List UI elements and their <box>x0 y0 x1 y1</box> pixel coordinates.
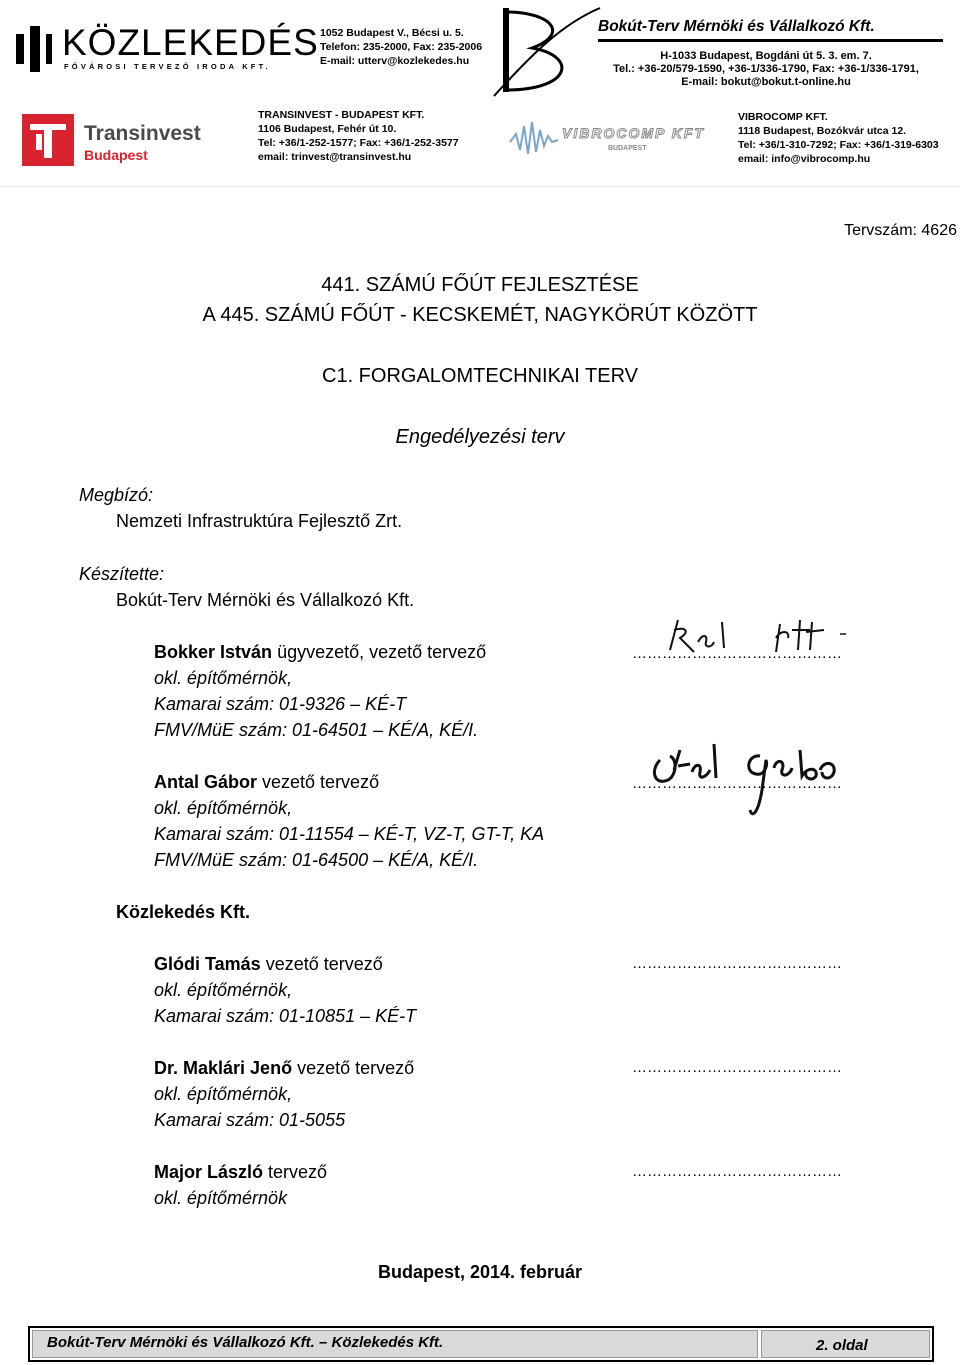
signature-line: …………………………………… <box>632 1163 842 1180</box>
kozlekedes-address <box>320 26 482 68</box>
signature-antal-icon <box>640 730 868 830</box>
person-role: tervező <box>263 1162 328 1182</box>
person-role: ügyvezető, vezető tervező <box>272 642 487 662</box>
person-credential: okl. építőmérnök, <box>154 798 293 818</box>
person-name: Antal Gábor <box>154 772 258 792</box>
person-role: vezető tervező <box>260 954 383 974</box>
address-line: Tel: +36/1-310-7292; Fax: +36/1-319-6303 <box>738 139 939 151</box>
person-credential: FMV/MüE szám: 01-64501 – KÉ/A, KÉ/I. <box>154 720 479 740</box>
address-line: E-mail: bokut@bokut.t-online.hu <box>681 76 851 88</box>
person-name: Dr. Maklári Jenő <box>154 1058 293 1078</box>
client-name: Nemzeti Infrastruktúra Fejlesztő Zrt. <box>116 511 403 531</box>
bokut-logo-icon <box>492 4 602 96</box>
kozlekedes-logo-name: KÖZLEKEDÉS <box>62 22 319 63</box>
address-line: 1118 Budapest, Bozókvár utca 12. <box>738 125 907 137</box>
person-name: Major László <box>154 1162 264 1182</box>
address-line: 1052 Budapest V., Bécsi u. 5. <box>320 27 464 39</box>
footer-page-number: 2. oldal <box>761 1330 930 1358</box>
person-credential: Kamarai szám: 01-9326 – KÉ-T <box>154 694 407 714</box>
page-footer <box>28 1326 934 1362</box>
address-line: VIBROCOMP KFT. <box>738 111 828 123</box>
address-line: Tel: +36/1-252-1577; Fax: +36/1-252-3577 <box>258 137 459 149</box>
title-line-2: A 445. SZÁMÚ FŐÚT - KECSKEMÉT, NAGYKÖRÚT KÖZÖTT <box>202 304 758 326</box>
person-name: Glódi Tamás <box>154 954 261 974</box>
person-credential: FMV/MüE szám: 01-64500 – KÉ/A, KÉ/I. <box>154 850 479 870</box>
signature-line: …………………………………… <box>632 645 842 662</box>
footer-companies: Bokút-Terv Mérnöki és Vállalkozó Kft. – Közlekedés Kft. <box>32 1330 758 1358</box>
address-line: 1106 Budapest, Fehér út 10. <box>258 123 397 135</box>
address-line: Telefon: 235-2000, Fax: 235-2006 <box>320 41 483 53</box>
bokut-address <box>600 50 932 89</box>
address-line: E-mail: utterv@kozlekedes.hu <box>320 55 470 67</box>
document-date: Budapest, 2014. február <box>377 1262 583 1282</box>
person-bokker-name-line <box>154 639 486 665</box>
vibrocomp-logo-name: VIBROCOMP KFT <box>562 125 705 141</box>
vibrocomp-address <box>738 110 939 166</box>
person-antal-name-line <box>154 769 379 795</box>
signature-line: …………………………………… <box>632 1059 842 1076</box>
prepared-label: Készítette: <box>79 564 165 584</box>
bokut-name: Bokút-Terv Mérnöki és Vállalkozó Kft. <box>598 18 875 35</box>
address-line: TRANSINVEST - BUDAPEST KFT. <box>258 109 425 121</box>
vibrocomp-logo-city: BUDAPEST <box>608 145 647 152</box>
person-role: vezető tervező <box>292 1058 415 1078</box>
transinvest-logo-city: Budapest <box>84 147 148 163</box>
plan-number: Tervszám: 4626 <box>844 222 957 239</box>
person-major-name-line <box>154 1159 327 1185</box>
person-credential: okl. építőmérnök, <box>154 1084 293 1104</box>
address-line: H-1033 Budapest, Bogdáni út 5. 3. em. 7. <box>660 50 872 62</box>
person-credential: Kamarai szám: 01-5055 <box>154 1110 346 1130</box>
signature-bokker-icon <box>640 612 880 662</box>
address-line: email: info@vibrocomp.hu <box>738 153 871 165</box>
person-maklari-name-line <box>154 1055 414 1081</box>
prepared-company: Bokút-Terv Mérnöki és Vállalkozó Kft. <box>116 590 415 610</box>
bokut-divider <box>598 39 943 42</box>
signature-line: …………………………………… <box>632 775 842 792</box>
person-credential: okl. építőmérnök, <box>154 668 293 688</box>
vibrocomp-logo-icon <box>510 112 705 164</box>
person-credential: Kamarai szám: 01-11554 – KÉ-T, VZ-T, GT-T, KA <box>154 824 545 844</box>
header-divider <box>0 186 960 187</box>
transinvest-logo-icon <box>22 114 74 166</box>
client-label: Megbízó: <box>79 485 154 505</box>
person-name: Bokker István <box>154 642 273 662</box>
phase-title: Engedélyezési terv <box>395 426 565 448</box>
section-title: C1. FORGALOMTECHNIKAI TERV <box>322 365 638 387</box>
person-credential: okl. építőmérnök <box>154 1188 288 1208</box>
address-line: email: trinvest@transinvest.hu <box>258 151 412 163</box>
transinvest-address <box>258 108 459 164</box>
signature-line: …………………………………… <box>632 955 842 972</box>
person-credential: Kamarai szám: 01-10851 – KÉ-T <box>154 1006 417 1026</box>
address-line: Tel.: +36-20/579-1590, +36-1/336-1790, Fax: +36-1/336-1791, <box>613 63 919 75</box>
title-line-1: 441. SZÁMÚ FŐÚT FEJLESZTÉSE <box>321 274 639 296</box>
person-role: vezető tervező <box>257 772 380 792</box>
kozlekedes-logo-tagline: FŐVÁROSI TERVEZŐ IRODA KFT. <box>64 62 271 71</box>
second-company: Közlekedés Kft. <box>116 902 251 922</box>
person-credential: okl. építőmérnök, <box>154 980 293 1000</box>
person-glodi-name-line <box>154 951 383 977</box>
transinvest-logo-name: Transinvest <box>84 122 201 145</box>
